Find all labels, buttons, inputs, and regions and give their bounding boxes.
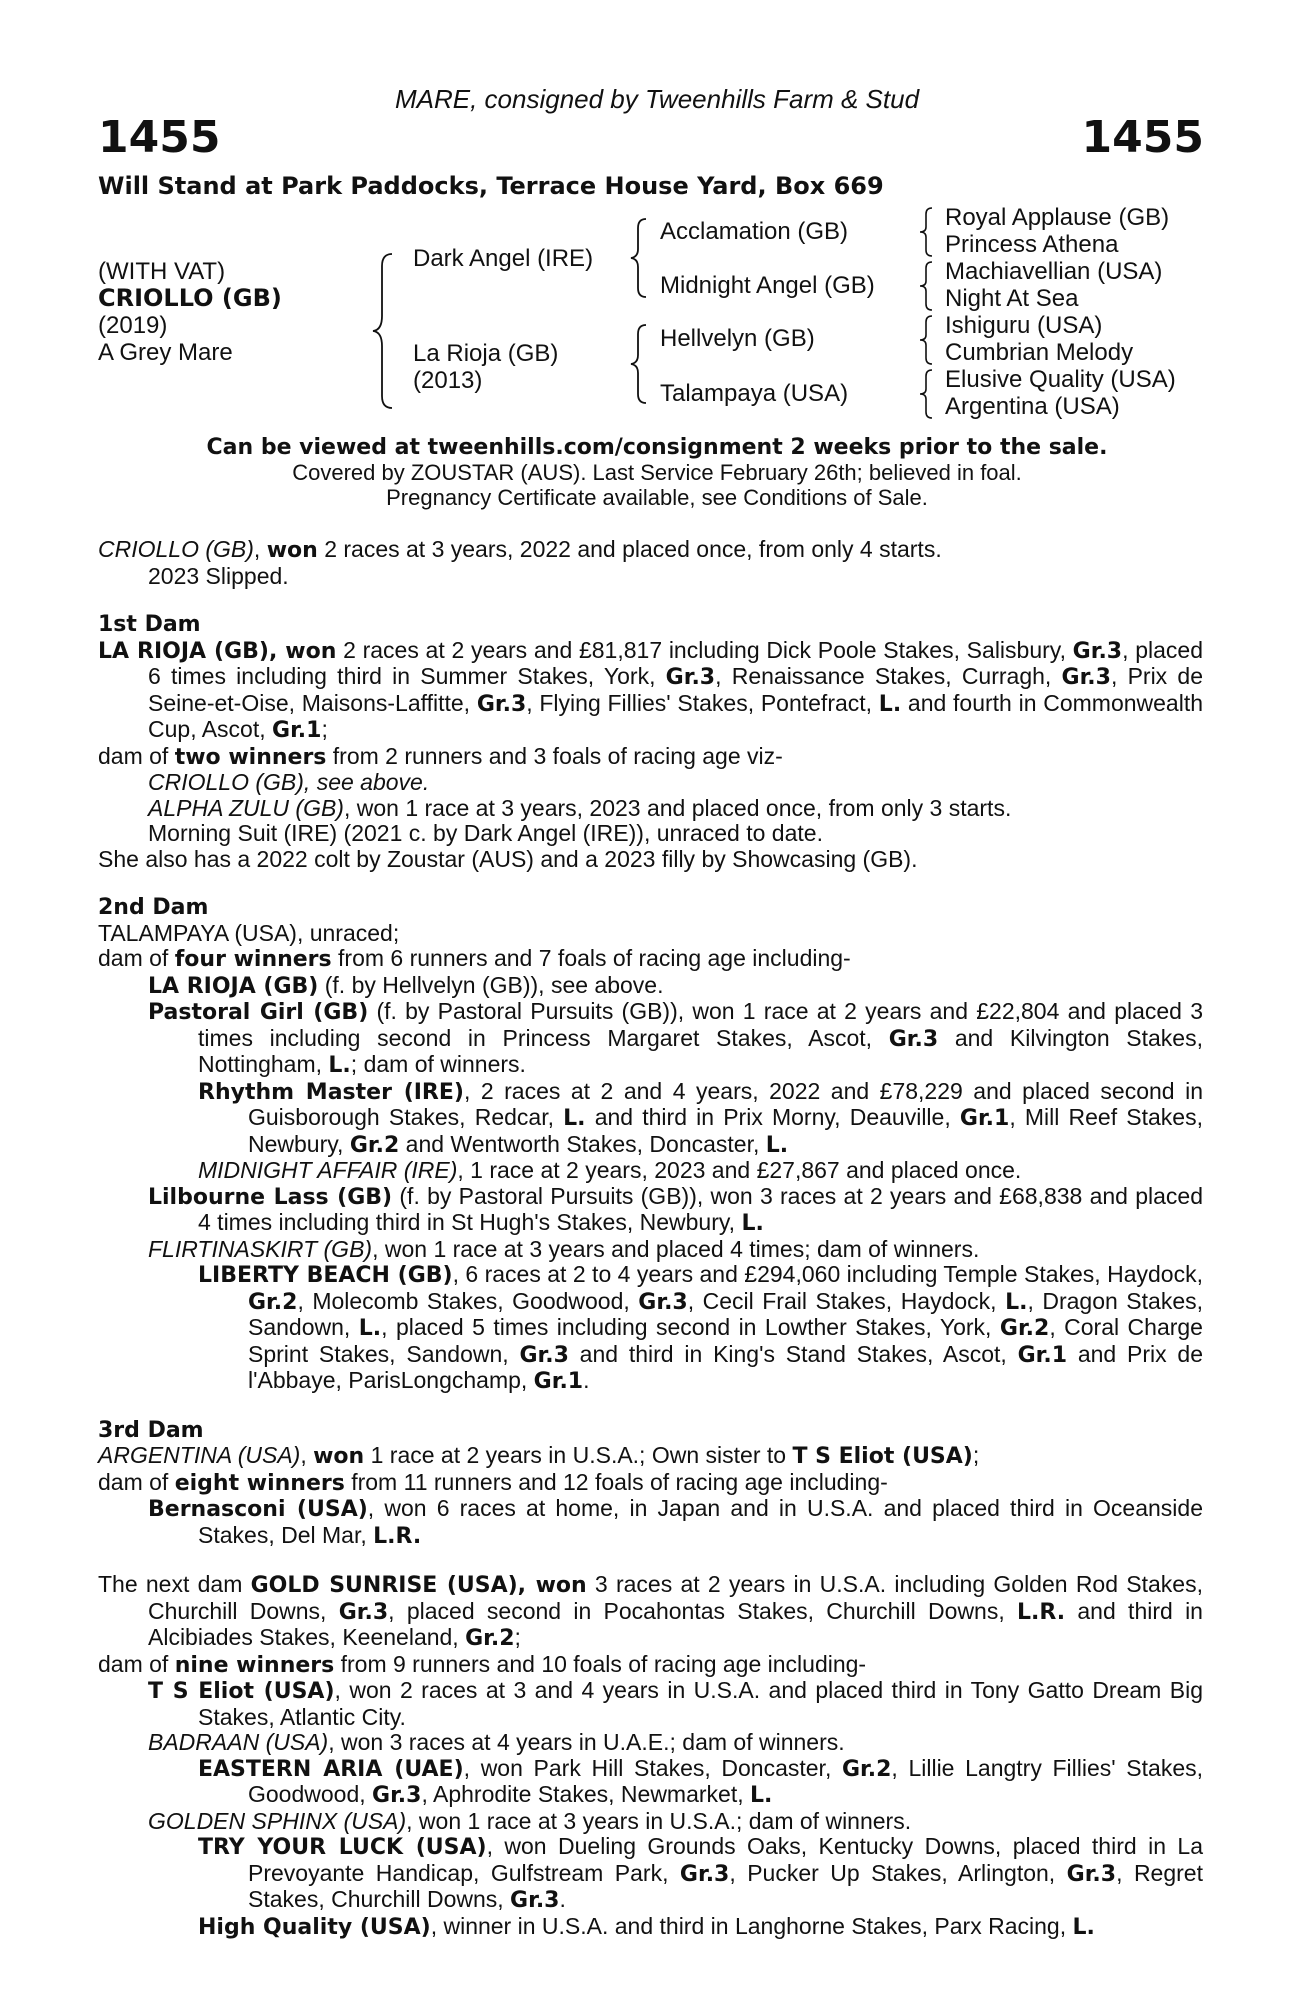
second-dam-foal-lilbourne-lass: Lilbourne Lass (GB) (f. by Pastoral Pursuits (GB)), won 3 races at 2 years and £68,838 and placed 4 times including third in St Hugh's Stakes, Newbury, L. [148, 1182, 1203, 1236]
dss: Ishiguru (USA) [945, 312, 1103, 339]
ssd: Princess Athena [945, 231, 1119, 258]
third-dam-produce: dam of eight winners from 11 runners and 12 foals of racing age including- [98, 1468, 888, 1496]
brace-dd [917, 367, 937, 421]
covered-notice: Covered by ZOUSTAR (AUS). Last Service February 26th; believed in foal. [292, 460, 1022, 485]
grandfoal-rhythm-master: Rhythm Master (IRE), 2 races at 2 and 4 years, 2022 and £78,229 and placed second in Guisborough Stakes, Redcar, L. and third in Prix Morny, Deauville, Gr.1, Mill Reef Stakes, Newbury, Gr.2 and Wentworth Stakes, Doncaster, L. [198, 1077, 1203, 1158]
sire: Dark Angel (IRE) [413, 245, 594, 272]
next-dam-foal-golden-sphinx: GOLDEN SPHINX (USA), won 1 race at 3 years in U.S.A.; dam of winners. [148, 1807, 912, 1834]
second-dam-line: TALAMPAYA (USA), unraced; [98, 919, 400, 946]
next-dam-record: The next dam GOLD SUNRISE (USA), won 3 races at 2 years in U.S.A. including Golden Rod Stakes, Churchill Downs, Gr.3, placed second in Pocahontas Stakes, Churchill Downs, L.R. and third in Alcibiades Stakes, Keeneland, Gr.2; [98, 1571, 1203, 1651]
next-dam-foal-ts-eliot: T S Eliot (USA), won 2 races at 3 and 4 years in U.S.A. and placed third in Tony Gatto Dream Big Stakes, Atlantic City. [148, 1677, 1203, 1730]
second-dam-foal-pastoral-girl: Pastoral Girl (GB) (f. by Pastoral Pursuits (GB)), won 1 race at 2 years and £22,804 and placed 3 times including second in Princess Margaret Stakes, Ascot, Gr.3 and Kilvington Stakes, Nottingham, L.; dam of winners. [148, 998, 1203, 1078]
dsd: Cumbrian Melody [945, 339, 1134, 366]
first-dam-record: LA RIOJA (GB), won 2 races at 2 years and £81,817 including Dick Poole Stakes, Salisbury, Gr.3, placed 6 times including third in Summer Stakes, York, Gr.3, Renaissance Stakes, Curragh, Gr.3, Prix de Seine-et-Oise, Maisons-Laffitte, Gr.3, Flying Fillies' Stakes, Pontefract, L. and fourth in Commonwealth Cup, Ascot, Gr.1; [98, 636, 1204, 743]
dam-year: (2013) [413, 367, 483, 394]
lot-number-left: 1455 [98, 112, 221, 163]
sss: Royal Applause (GB) [945, 204, 1170, 231]
sire-dam: Midnight Angel (GB) [660, 272, 875, 299]
first-dam-foal-2: ALPHA ZULU (GB), won 1 race at 3 years, 2023 and placed once, from only 3 starts. [148, 794, 1012, 821]
brace-ds [917, 313, 937, 367]
dds: Elusive Quality (USA) [945, 366, 1176, 393]
intro-line: CRIOLLO (GB), won 2 races at 3 years, 2022 and placed once, from only 4 starts. [98, 536, 942, 563]
intro-line-2: 2023 Slipped. [148, 562, 289, 589]
brace-dam [628, 322, 652, 406]
viewing-notice: Can be viewed at tweenhills.com/consignment 2 weeks prior to the sale. [206, 435, 1108, 460]
lot-number-right: 1455 [1081, 112, 1204, 163]
consignor-line: MARE, consigned by Tweenhills Farm & Stud [394, 84, 920, 114]
second-dam-heading: 2nd Dam [98, 895, 209, 920]
sale-notice [0, 435, 1314, 510]
sdd: Night At Sea [945, 285, 1079, 312]
sds: Machiavellian (USA) [945, 258, 1163, 285]
second-dam-foal-la-rioja: LA RIOJA (GB) (f. by Hellvelyn (GB)), see above. [148, 971, 664, 999]
third-dam-foal-bernasconi: Bernasconi (USA), won 6 races at home, in Japan and in U.S.A. and placed third in Oceanside Stakes, Del Mar, L.R. [148, 1495, 1203, 1549]
dam-sire: Hellvelyn (GB) [660, 325, 815, 352]
first-dam-foal-1: CRIOLLO (GB), see above. [148, 769, 430, 795]
ddd: Argentina (USA) [945, 393, 1120, 420]
sire-sire: Acclamation (GB) [660, 218, 849, 245]
dam-name: La Rioja (GB) [413, 340, 559, 367]
stand-location: Will Stand at Park Paddocks, Terrace House Yard, Box 669 [98, 172, 884, 200]
first-dam-also: She also has a 2022 colt by Zoustar (AUS) and a 2023 filly by Showcasing (GB). [98, 845, 918, 872]
horse-identity [98, 258, 282, 366]
grandfoal-eastern-aria: EASTERN ARIA (UAE), won Park Hill Stakes, Doncaster, Gr.2, Lillie Langtry Fillies' Stakes, Goodwood, Gr.3, Aphrodite Stakes, Newmarket, L. [198, 1754, 1203, 1808]
second-dam-produce: dam of four winners from 6 runners and 7 foals of racing age including- [98, 945, 851, 972]
third-dam-record: ARGENTINA (USA), won 1 race at 2 years in U.S.A.; Own sister to T S Eliot (USA); [98, 1442, 980, 1469]
brace-main [370, 250, 400, 412]
third-dam-heading: 3rd Dam [98, 1417, 204, 1443]
next-dam-foal-badraan: BADRAAN (USA), won 3 races at 4 years in U.A.E.; dam of winners. [148, 1729, 845, 1755]
horse-year: (2019) [98, 312, 168, 339]
first-dam-foal-3: Morning Suit (IRE) (2021 c. by Dark Angel (IRE)), unraced to date. [148, 820, 823, 846]
pregnancy-notice: Pregnancy Certificate available, see Conditions of Sale. [386, 485, 928, 510]
first-dam-heading: 1st Dam [98, 612, 201, 637]
grandfoal-try-your-luck: TRY YOUR LUCK (USA), won Dueling Grounds Oaks, Kentucky Downs, placed third in La Prevoyante Handicap, Gulfstream Park, Gr.3, Pucker Up Stakes, Arlington, Gr.3, Regret Stakes, Churchill Downs, Gr.3. [198, 1833, 1203, 1913]
brace-sire [628, 216, 652, 300]
first-dam-produce: dam of two winners from 2 runners and 3 foals of racing age viz- [98, 742, 783, 770]
brace-sd [917, 259, 937, 313]
brace-ss [917, 205, 937, 259]
horse-name: CRIOLLO (GB) [98, 284, 282, 312]
grandfoal-high-quality: High Quality (USA), winner in U.S.A. and third in Langhorne Stakes, Parx Racing, L. [198, 1912, 1095, 1940]
next-dam-produce: dam of nine winners from 9 runners and 10 foals of racing age including- [98, 1650, 867, 1678]
dam-dam: Talampaya (USA) [660, 380, 849, 407]
vat-note: (WITH VAT) [98, 258, 226, 285]
horse-description: A Grey Mare [98, 339, 233, 366]
second-dam-foal-flirtinaskirt: FLIRTINASKIRT (GB), won 1 race at 3 years and placed 4 times; dam of winners. [148, 1235, 980, 1262]
grandfoal-liberty-beach: LIBERTY BEACH (GB), 6 races at 2 to 4 years and £294,060 including Temple Stakes, Haydock, Gr.2, Molecomb Stakes, Goodwood, Gr.3, Cecil Frail Stakes, Haydock, L., Dragon Stakes, Sandown, L., placed 5 times including second in Lowther Stakes, York, Gr.2, Coral Charge Sprint Stakes, Sandown, Gr.3 and third in King's Stand Stakes, Ascot, Gr.1 and Prix de l'Abbaye, ParisLongchamp, Gr.1. [198, 1261, 1204, 1394]
grandfoal-midnight-affair: MIDNIGHT AFFAIR (IRE), 1 race at 2 years, 2023 and £27,867 and placed once. [198, 1157, 1022, 1183]
catalogue-body [98, 537, 1203, 1940]
